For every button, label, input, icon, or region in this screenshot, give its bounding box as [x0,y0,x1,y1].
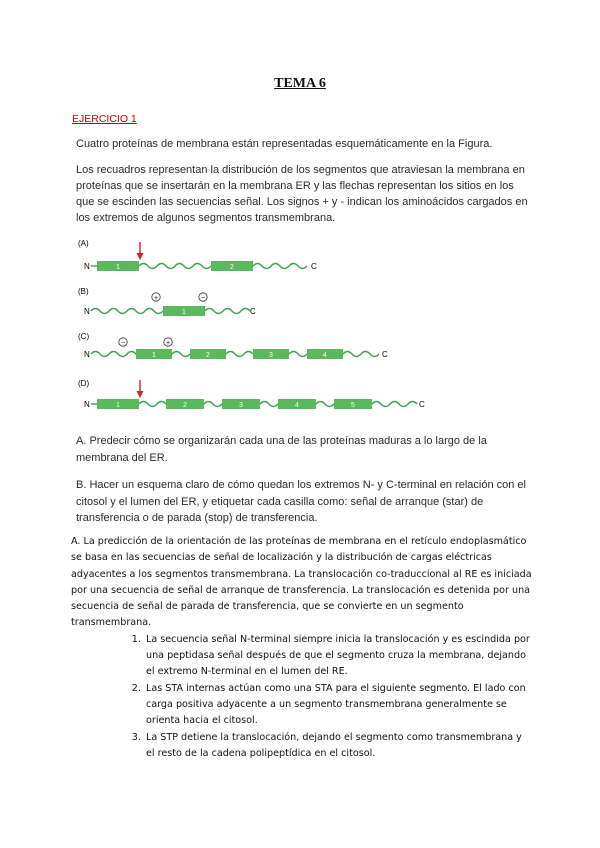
cleavage-arrow [137,380,144,398]
segment-number: 4 [323,352,327,359]
segment-number: 2 [183,402,187,409]
n-terminus-label: N [84,400,90,409]
row-label: (D) [78,379,90,388]
protein-row-d [78,379,425,409]
exercise-heading: EJERCICIO 1 [72,113,137,125]
question-b: B. Hacer un esquema claro de cómo quedan los extremos N- y C-terminal en relación con el citosol y el lumen del ER, y etiquetar cada casilla como: señal de arranque (star) de transferencia o de parada (stop) de transferencia. [76,479,526,524]
segment-number: 1 [116,264,120,271]
segment-number: 4 [295,402,299,409]
protein-row-c [78,332,388,359]
protein-row-b [78,287,256,316]
segment-number: 1 [152,352,156,359]
answer-item: 1. La secuencia señal N-terminal siempre inicia la translocación y es escindida por una peptidasa señal después de que el segmento cruza la membrana, dejando el extremo N-terminal en el lumen del RE. [144,632,533,681]
segment-number: 3 [239,402,243,409]
question-a: A. Predecir cómo se organizarán cada una de las proteínas maduras a lo largo de la membrana del ER. [76,435,487,464]
n-terminus-label: N [84,262,90,271]
charge-sign: − [200,295,206,302]
c-terminus-label: C [311,262,317,271]
c-terminus-label: C [250,307,256,316]
c-terminus-label: C [382,350,388,359]
charge-sign: + [165,340,171,347]
segment-number: 2 [206,352,210,359]
n-terminus-label: N [84,307,90,316]
charge-sign: + [153,295,159,302]
answer-item: 2. Las STA internas actúan como una STA para el siguiente segmento. El lado con carga positiva adyacente a un segmento transmembrana generalmente se orienta hacia el citosol. [144,681,533,730]
c-terminus-label: C [419,400,425,409]
row-label: (B) [78,287,89,296]
page-title: TEMA 6 [274,76,326,91]
intro-paragraph-1: Cuatro proteínas de membrana están representadas esquemáticamente en la Figura. [76,138,493,150]
segment-number: 1 [182,309,186,316]
protein-row-a [78,239,317,271]
answer-list [71,632,533,762]
answer-intro: A. La predicción de la orientación de las proteínas de membrana en el retículo endoplasmático se basa en las secuencias de señal de localización y la distribución de cargas eléctricas adyacentes a los segmentos transmembrana. La translocación co-traduccional al RE es iniciada por una secuencia de señal de arranque de transferencia. La translocación es detenida por una secuencia de señal de parada de transferencia, que se convierte en un segmento transmembrana. [71,536,532,629]
segment-number: 2 [230,264,234,271]
answer-item: 3. La STP detiene la translocación, dejando el segmento como transmembrana y el resto de la cadena polipeptídica en el citosol. [144,730,533,763]
intro-paragraph-2: Los recuadros representan la distribución de los segmentos que atraviesan la membrana en proteínas que se insertarán en la membrana ER y las flechas representan los sitios en los que se escinden las secuencias señal. Los signos + y - indican los aminoácidos cargados en los extremos de algunos segmentos transmembrana. [76,164,528,224]
n-terminus-label: N [84,350,90,359]
cleavage-arrow [137,242,144,260]
segment-number: 3 [269,352,273,359]
charge-sign: − [120,340,126,347]
membrane-protein-figure [78,236,438,416]
segment-number: 1 [116,402,120,409]
row-label: (C) [78,332,90,341]
row-label: (A) [78,239,89,248]
answer-block [71,534,533,762]
segment-number: 5 [351,402,355,409]
